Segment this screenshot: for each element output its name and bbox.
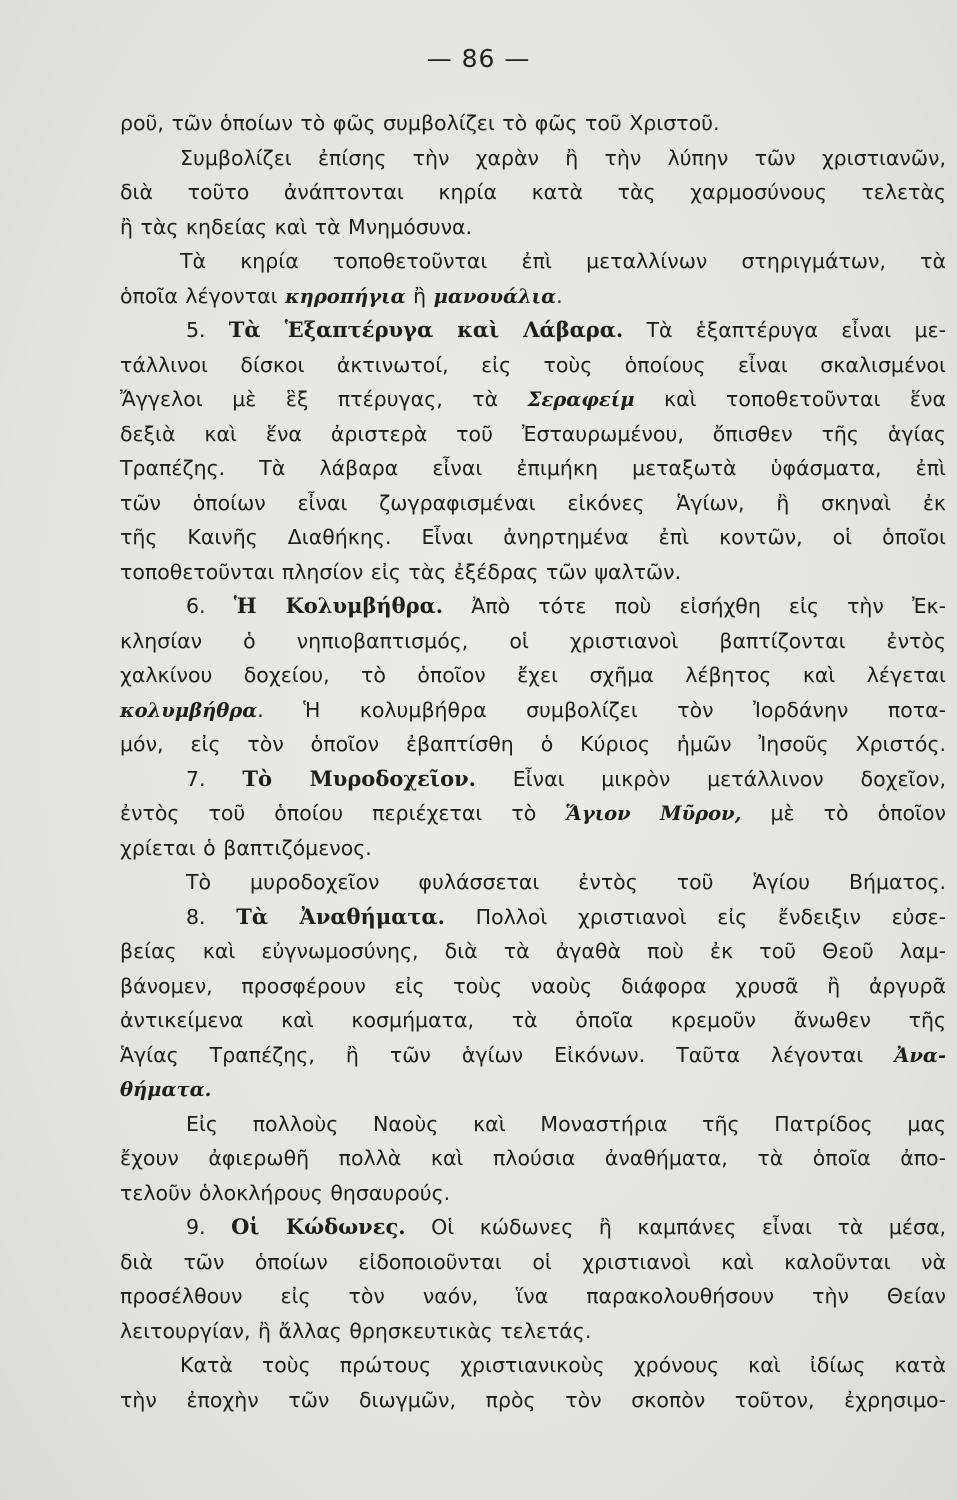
text-span: ἔχουν ἀφιερωθῆ πολλὰ καὶ πλούσια ἀναθήματα, τὰ ὁποῖα ἀπο- (120, 1146, 946, 1170)
text-span: τοποθετοῦνται πλησίον εἰς τὰς ἐξέδρας τῶν ψαλτῶν. (120, 559, 682, 584)
emphasized-term: Σεραφείμ (527, 388, 635, 411)
text-span: Ἀπὸ τότε ποὺ εἰσήχθη εἰς τὴν Ἐκ- (443, 594, 946, 618)
text-span: ἐντὸς τοῦ ὁποίου περιέχεται τὸ (120, 801, 566, 825)
text-line (120, 244, 946, 279)
text-line (120, 589, 946, 624)
text-span: Πολλοὶ χριστιανοὶ εἰς ἔνδειξιν εὐσε- (444, 904, 947, 929)
text-span: . Ἡ κολυμβήθρα συμβολίζει τὸν Ἰορδάνην ποτα- (257, 697, 946, 722)
emphasized-term: κολυμβήθρα (120, 698, 258, 722)
text-span: μόν, εἰς τὸν ὁποῖον ἐβαπτίσθη ὁ Κύριος ἡμῶν Ἰησοῦς Χριστός. (120, 732, 946, 756)
text-line (120, 1383, 946, 1418)
text-span: δεξιὰ καὶ ἕνα ἀριστερὰ τοῦ Ἐσταυρωμένου, ὄπισθεν τῆς ἁγίας (120, 421, 946, 446)
text-span: βείας καὶ εὐγνωμοσύνης, διὰ τὰ ἀγαθὰ ποὺ ἐκ τοῦ Θεοῦ λαμ- (120, 939, 946, 963)
text-span: τῆς Καινῆς Διαθήκης. Εἶναι ἀνηρτημένα ἐπὶ κοντῶν, οἱ ὁποῖοι (120, 525, 946, 549)
text-line (120, 969, 946, 1004)
text-line (120, 175, 946, 210)
text-span: βάνομεν, προσφέρουν εἰς τοὺς ναοὺς διάφορα χρυσᾶ ἢ ἀργυρᾶ (120, 973, 946, 998)
text-line (120, 1210, 946, 1245)
text-line (120, 693, 946, 728)
text-line (120, 486, 946, 521)
text-span: Εἰς πολλοὺς Ναοὺς καὶ Μοναστήρια τῆς Πατρίδος μας (186, 1111, 946, 1136)
text-span: κλησίαν ὁ νηπιοβαπτισμός, οἱ χριστιανοὶ βαπτίζονται ἐντὸς (120, 628, 946, 653)
text-span: μὲ τὸ ὁποῖον (741, 801, 946, 825)
emphasized-term: κηροπήγια (285, 284, 406, 308)
text-span: Τὰ κηρία τοποθετοῦνται ἐπὶ μεταλλίνων στηριγμάτων, τὰ (180, 249, 946, 273)
body-text (120, 106, 946, 1417)
text-span: τελοῦν ὁλοκλήρους θησαυρούς. (120, 1180, 451, 1205)
text-line (120, 279, 946, 314)
section-heading: Τὸ Μυροδοχεῖον. (242, 765, 476, 791)
text-span: τὴν ἐποχὴν τῶν διωγμῶν, πρὸς τὸν σκοπὸν τοῦτον, ἐχρησιμο- (120, 1387, 946, 1412)
text-line (120, 520, 946, 555)
emphasized-term: Ἅγιον Μῦρον, (565, 802, 742, 825)
section-heading: Τὰ Ἑξαπτέρυγα καὶ Λάβαρα. (228, 317, 624, 342)
text-span: ἀντικείμενα καὶ κοσμήματα, τὰ ὁποῖα κρεμοῦν ἄνωθεν τῆς (120, 1008, 946, 1032)
text-line (120, 555, 946, 590)
text-line (120, 1176, 946, 1211)
text-line (120, 1314, 946, 1349)
text-span: διὰ τῶν ὁποίων εἰδοποιοῦνται οἱ χριστιανοὶ καὶ καλοῦνται νὰ (120, 1249, 946, 1274)
text-line (120, 727, 946, 762)
text-line (120, 796, 946, 831)
text-span: χρίεται ὁ βαπτιζόμενος. (120, 835, 372, 860)
text-span: . (556, 283, 563, 308)
text-span: λειτουργίαν, ἢ ἄλλας θρησκευτικὰς τελετάς. (120, 1318, 592, 1343)
text-line (120, 1038, 946, 1073)
text-span: Οἱ κώδωνες ἢ καμπάνες εἶναι τὰ μέσα, (405, 1215, 946, 1239)
text-line (120, 141, 946, 176)
text-line (120, 762, 946, 797)
text-line (120, 1107, 946, 1142)
text-line (120, 313, 946, 348)
emphasized-term: μανουάλια (433, 284, 557, 308)
text-line (120, 1348, 946, 1383)
text-line (120, 417, 946, 452)
text-line (120, 210, 946, 245)
text-span: ροῦ, τῶν ὁποίων τὸ φῶς συμβολίζει τὸ φῶς τοῦ Χριστοῦ. (120, 111, 720, 135)
text-span: τάλλινοι δίσκοι ἀκτινωτοί, εἰς τοὺς ὁποίους εἶναι σκαλισμένοι (120, 352, 946, 377)
text-span: Τραπέζης. Τὰ λάβαρα εἶναι ἐπιμήκη μεταξωτὰ ὑφάσματα, ἐπὶ (120, 456, 946, 480)
text-line (120, 900, 946, 935)
text-span: Τὸ μυροδοχεῖον φυλάσσεται ἐντὸς τοῦ Ἁγίου Βήματος. (186, 870, 946, 894)
text-span: τῶν ὁποίων εἶναι ζωγραφισμέναι εἰκόνες Ἁγίων, ἢ σκηναὶ ἐκ (120, 490, 946, 515)
section-heading: Ἡ Κολυμβήθρα. (233, 593, 444, 618)
text-line (120, 831, 946, 866)
text-span: ἢ (405, 283, 434, 308)
text-line (120, 934, 946, 969)
text-span: ὁποῖα λέγονται (120, 283, 286, 308)
section-heading: Τὰ Ἀναθήματα. (236, 903, 445, 929)
text-span: προσέλθουν εἰς τὸν ναόν, ἵνα παρακολουθήσουν τὴν Θείαν (120, 1284, 946, 1308)
page-number: — 86 — (426, 44, 531, 73)
text-line (120, 451, 946, 486)
text-span: καὶ τοποθετοῦνται ἕνα (634, 387, 946, 411)
text-span: Κατὰ τοὺς πρώτους χριστιανικοὺς χρόνους καὶ ἰδίως κατὰ (180, 1353, 946, 1377)
text-span: 7. (186, 766, 243, 791)
text-line (120, 1003, 946, 1038)
text-span: χαλκίνου δοχείου, τὸ ὁποῖον ἔχει σχῆμα λέβητος καὶ λέγεται (120, 663, 946, 687)
emphasized-term: Ἀνα- (894, 1043, 946, 1067)
text-line (120, 865, 946, 900)
text-line (120, 624, 946, 659)
section-heading: Οἱ Κώδωνες. (231, 1214, 406, 1239)
emphasized-term: θήματα. (120, 1078, 212, 1101)
text-span: 9. (186, 1215, 232, 1239)
text-line (120, 348, 946, 383)
text-span: 6. (186, 594, 234, 618)
text-span: ἢ τὰς κηδείας καὶ τὰ Μνημόσυνα. (120, 214, 473, 239)
text-span: 8. (186, 904, 237, 929)
text-line (120, 1072, 946, 1107)
text-span: Συμβολίζει ἐπίσης τὴν χαρὰν ἢ τὴν λύπην τῶν χριστιανῶν, (180, 145, 946, 170)
text-line (120, 1141, 946, 1176)
text-span: Ἄγγελοι μὲ ἓξ πτέρυγας, τὰ (120, 387, 528, 411)
text-span: 5. (186, 318, 229, 342)
text-span: Εἶναι μικρὸν μετάλλινον δοχεῖον, (475, 766, 946, 791)
text-span: Τὰ ἑξαπτέρυγα εἶναι με- (623, 318, 946, 342)
text-line (120, 1245, 946, 1280)
text-line (120, 106, 946, 141)
text-span: διὰ τοῦτο ἀνάπτονται κηρία κατὰ τὰς χαρμοσύνους τελετὰς (120, 180, 946, 204)
text-line (120, 658, 946, 693)
text-line (120, 1279, 946, 1314)
text-span: Ἁγίας Τραπέζης, ἢ τῶν ἁγίων Εἰκόνων. Ταῦτα λέγονται (120, 1042, 895, 1067)
text-line (120, 382, 946, 417)
